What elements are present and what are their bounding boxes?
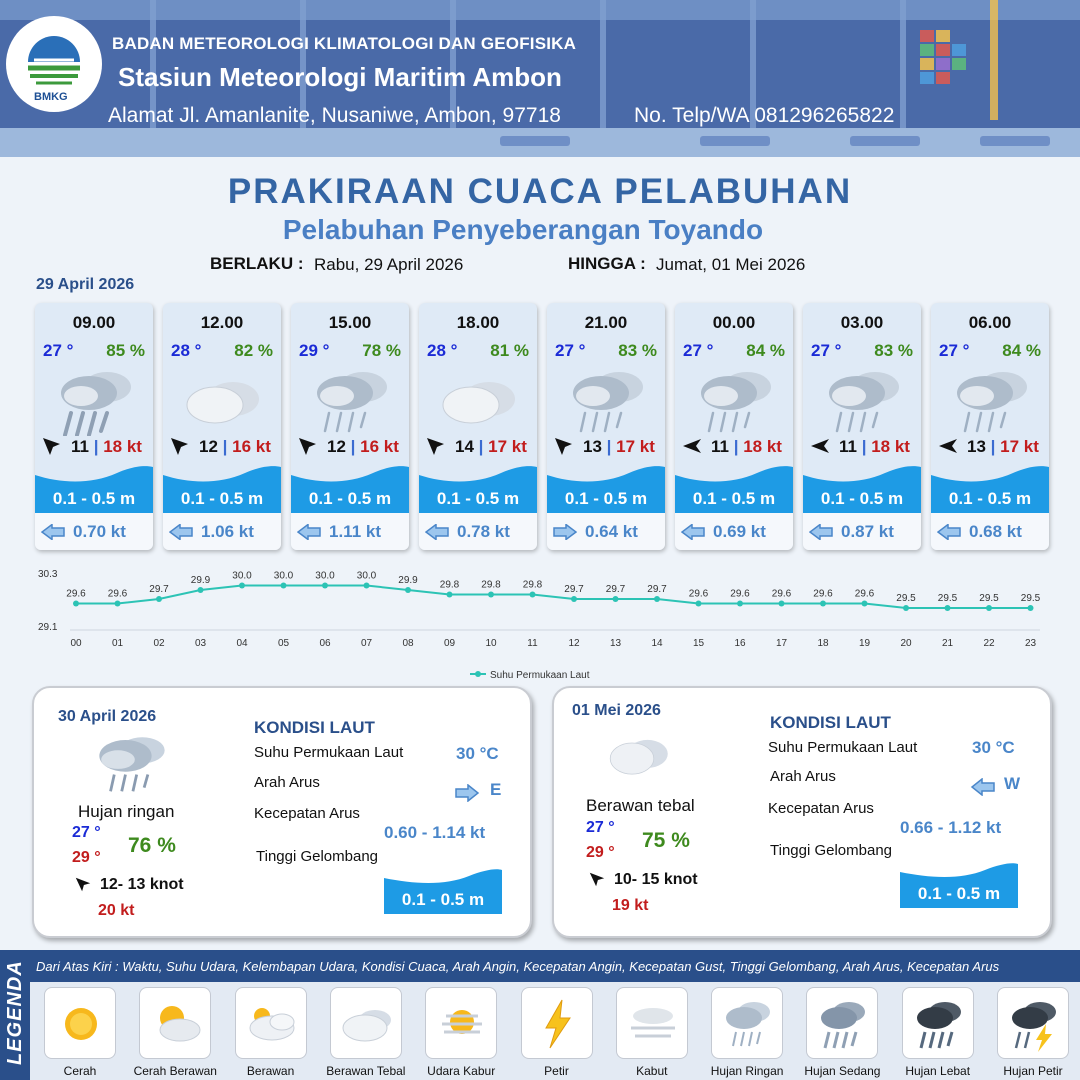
card-wave-height: 0.1 - 0.5 m [308,489,392,508]
card-humidity: 85 % [106,341,145,360]
day3-date: 01 Mei 2026 [572,702,661,719]
current-direction-icon [937,524,961,540]
sst-data-label: 29.7 [647,584,667,595]
valid-to-value: Jumat, 01 Mei 2026 [656,255,806,274]
bmkg-logo [6,16,102,112]
legend-item-lightning [521,987,593,1059]
day2-kec-label: Kecepatan Arus [254,805,360,822]
card-temp: 28 ° [171,341,202,360]
card-wind-speed: 12 [327,437,346,456]
sst-point [945,605,951,611]
day3-gust: 19 kt [612,897,649,914]
legend-tab-label: LEGENDA [4,960,26,1065]
hujan-ringan-icon [689,361,779,436]
sst-point [405,587,411,593]
hujan-ringan-icon [817,361,907,436]
legend-item-label: Hujan Sedang [804,1064,881,1078]
x-tick-label: 16 [734,638,746,649]
x-tick-label: 00 [70,638,82,649]
sst-point [779,601,785,607]
day2-gust: 20 kt [98,902,135,919]
day3-wind: 10- 15 knot [614,871,698,888]
day3-summary [552,686,1052,938]
day2-sst-value: 30 °C [456,744,499,763]
forecast-card: 15.00 29 ° 78 % 12 | 16 kt 0.1 - 0.5 m 1.11 kt [291,303,409,550]
x-tick-label: 05 [277,638,290,649]
legend-item-label: Udara Kabur [427,1064,496,1078]
card-gust: 16 kt [232,437,271,456]
sst-data-label: 30.0 [315,570,335,582]
card-temp: 27 ° [43,341,74,360]
card-current-speed: 1.06 kt [201,522,254,541]
card-current [803,513,921,550]
card-temp: 28 ° [427,341,458,360]
sst-series-line [76,586,1031,609]
sunny-icon [51,994,111,1054]
card-current [547,513,665,550]
x-tick-label: 23 [1024,638,1037,649]
sst-data-label: 29.5 [896,593,916,604]
legend-tab [0,950,30,1080]
card-humidity: 84 % [746,341,785,360]
current-direction-icon [809,524,833,540]
thunderstorm-icon [1004,994,1064,1054]
legend-item-label: Hujan Petir [1003,1064,1063,1078]
card-humidity: 83 % [618,341,657,360]
legend-item-cloudy [235,987,307,1059]
card-gust: 18 kt [743,437,782,456]
sst-point [281,583,287,589]
current-direction-icon [41,524,65,540]
sst-point [862,601,868,607]
forecast-card: 06.00 27 ° 84 % 13 | 17 kt 0.1 - 0.5 m 0.68 kt [931,303,1049,550]
forecast-card: 09.00 27 ° 85 % 11 | 18 kt 0.1 - 0.5 m 0.70 kt [35,303,153,550]
day2-summary [32,686,532,938]
wind-direction-icon [41,436,63,458]
wind-direction-icon [588,871,606,889]
haze-icon [432,994,492,1054]
x-tick-label: 09 [443,638,456,649]
card-wind-speed: 11 [711,437,729,456]
card-temp: 27 ° [555,341,586,360]
wind-direction-icon [681,436,703,458]
day3-temp-max: 29 ° [586,844,615,861]
day3-gel-label: Tinggi Gelombang [770,842,893,859]
y-tick-min: 29.1 [38,622,58,633]
x-tick-label: 13 [609,638,622,649]
legend-item-sunny [44,987,116,1059]
page-subtitle: Pelabuhan Penyeberangan Toyando [282,214,764,245]
wind-direction-icon [809,436,831,458]
x-tick-label: 22 [983,638,995,649]
card-temp: 27 ° [811,341,842,360]
card-time: 21.00 [584,313,628,332]
x-tick-label: 01 [111,638,124,649]
sst-data-label: 29.8 [439,579,460,591]
sst-point [156,596,162,602]
x-tick-label: 17 [775,638,788,649]
legend-item-cloud-thick [330,987,402,1059]
sst-data-label: 29.6 [813,588,833,600]
card-current [291,513,409,550]
sun-cloud-icon [146,994,206,1054]
card-current [675,513,793,550]
card-wave-height: 0.1 - 0.5 m [180,489,264,508]
card-wind-speed: 13 [583,437,602,456]
card-current-speed: 0.87 kt [841,522,894,541]
day2-temp-max: 29 ° [72,849,101,866]
fog-icon [623,994,683,1054]
day3-condition: Berawan tebal [586,796,695,815]
card-wave-height: 0.1 - 0.5 m [564,489,648,508]
wind-direction-icon [169,436,191,458]
x-tick-label: 03 [194,638,207,649]
x-tick-label: 02 [153,638,165,649]
legend-item-fog [616,987,688,1059]
sst-data-label: 29.8 [522,579,543,591]
x-tick-label: 15 [692,638,705,649]
y-tick-max: 30.3 [38,569,58,580]
hujan-ringan-icon [561,361,651,436]
x-tick-label: 18 [817,638,829,649]
card-wind-speed: 14 [455,437,474,456]
sst-data-label: 29.6 [771,588,792,600]
current-direction-icon [425,524,449,540]
card-wave-height: 0.1 - 0.5 m [948,489,1032,508]
card-current [419,513,537,550]
sst-point [115,601,121,607]
legend-item-label: Berawan [246,1064,295,1078]
day2-arus-label: Arah Arus [254,774,320,791]
sst-point [73,601,79,607]
sst-point [488,592,494,598]
card-current-speed: 0.64 kt [585,522,638,541]
day2-humidity: 76 % [128,834,176,857]
card-time: 18.00 [456,313,500,332]
x-tick-label: 20 [900,638,912,649]
sst-point [364,583,370,589]
sst-data-label: 29.9 [398,575,418,586]
sst-point [986,605,992,611]
sst-point [239,583,245,589]
card-temp: 27 ° [683,341,714,360]
day3-wave-value: 0.1 - 0.5 m [917,884,1001,903]
card-wind-speed: 11 [839,437,857,456]
day3-kec-value: 0.66 - 1.12 kt [900,818,1002,837]
sst-data-label: 29.7 [564,584,584,595]
cloud-thick-icon [337,994,397,1054]
hujan-ringan-icon [305,361,395,436]
card-humidity: 82 % [234,341,273,360]
legend-item-rain-light [711,987,783,1059]
legend-item-thunderstorm [997,987,1069,1059]
hujan-sedang-icon [49,361,139,436]
legend-description: Dari Atas Kiri : Waktu, Suhu Udara, Kelembapan Udara, Kondisi Cuaca, Arah Angin, Kecepatan Angin, Kecepatan Gust, Tinggi Gelombang, Arah Arus, Kecepatan Arus [36,959,1000,974]
sst-data-label: 29.6 [730,588,750,600]
wind-direction-icon [297,436,319,458]
day1-date: 29 April 2026 [36,276,135,293]
rain-light-icon [718,994,778,1054]
day3-arus-value: W [1004,774,1021,793]
wind-direction-icon [425,436,447,458]
card-current-speed: 0.78 kt [457,522,510,541]
legend-item-rain-heavy [902,987,974,1059]
card-current [931,513,1049,550]
x-tick-label: 19 [858,638,871,649]
card-humidity: 83 % [874,341,913,360]
forecast-card: 03.00 27 ° 83 % 11 | 18 kt 0.1 - 0.5 m 0.87 kt [803,303,921,550]
legend-series-name: Suhu Permukaan Laut [490,670,590,681]
sst-data-label: 29.7 [605,584,626,595]
card-current [163,513,281,550]
sst-point [322,583,328,589]
legend-item-label: Hujan Ringan [710,1064,784,1078]
forecast-card: 00.00 27 ° 84 % 11 | 18 kt 0.1 - 0.5 m 0.69 kt [675,303,793,550]
day3-wave-box [900,862,1018,908]
legend-item-label: Kabut [636,1064,668,1078]
card-gust: 16 kt [360,437,399,456]
x-tick-label: 06 [319,638,331,649]
day3-sst-label: Suhu Permukaan Laut [768,739,918,756]
sst-data-label: 29.9 [190,575,211,586]
day2-wave-value: 0.1 - 0.5 m [401,890,485,909]
legend-item-label: Berawan Tebal [326,1064,406,1078]
x-tick-label: 07 [360,638,373,649]
current-direction-icon [970,778,996,796]
card-humidity: 78 % [362,341,401,360]
valid-from-value: Rabu, 29 April 2026 [314,255,464,274]
card-time: 03.00 [840,313,884,332]
org-name: BADAN METEOROLOGI KLIMATOLOGI DAN GEOFISIKA [112,34,577,53]
day2-date: 30 April 2026 [58,708,157,725]
forecast-card: 21.00 27 ° 83 % 13 | 17 kt 0.1 - 0.5 m 0.64 kt [547,303,665,550]
sst-point [613,596,619,602]
legend-item-rain-medium [806,987,878,1059]
sst-data-label: 29.5 [937,593,958,604]
x-tick-label: 08 [402,638,414,649]
card-time: 15.00 [328,313,372,332]
legend-item-sun-cloud [139,987,211,1059]
card-time: 09.00 [72,313,116,332]
day2-gel-label: Tinggi Gelombang [256,848,379,865]
sst-chart [30,562,1080,682]
wind-direction-icon [74,876,92,894]
sst-data-label: 30.0 [273,570,294,582]
day2-wave-box [384,868,502,914]
lightning-icon [528,994,588,1054]
x-tick-label: 10 [485,638,497,649]
sst-data-label: 29.8 [481,579,501,591]
sst-data-label: 29.5 [979,593,999,604]
wind-direction-icon [937,436,959,458]
card-time: 12.00 [200,313,244,332]
day2-wind: 12- 13 knot [100,876,184,893]
card-humidity: 81 % [490,341,529,360]
sst-data-label: 29.6 [66,588,86,600]
card-time: 00.00 [712,313,756,332]
day3-arus-label: Arah Arus [770,768,836,785]
day3-kec-label: Kecepatan Arus [768,800,874,817]
sst-point [198,587,204,593]
card-gust: 18 kt [871,437,910,456]
card-wave-height: 0.1 - 0.5 m [52,489,136,508]
legend-item-label: Cerah [63,1064,97,1078]
x-tick-label: 04 [236,638,248,649]
card-humidity: 84 % [1002,341,1041,360]
sst-point [530,592,536,598]
current-direction-icon [553,524,577,540]
x-tick-label: 14 [651,638,663,649]
sst-data-label: 29.7 [149,584,169,595]
card-wave-height: 0.1 - 0.5 m [820,489,904,508]
legend-item-haze [425,987,497,1059]
chart-legend [470,670,590,681]
current-direction-icon [169,524,193,540]
sst-data-label: 29.6 [107,588,128,600]
rain-heavy-icon [909,994,969,1054]
sst-point [696,601,702,607]
current-direction-icon [297,524,321,540]
day3-temp-min: 27 ° [586,819,615,836]
card-wind-speed: 11 [71,437,89,456]
card-current [35,513,153,550]
x-tick-label: 11 [527,638,538,649]
page-title: PRAKIRAAN CUACA PELABUHAN [227,172,853,211]
card-current-speed: 0.68 kt [969,522,1022,541]
card-temp: 27 ° [939,341,970,360]
logo-text: BMKG [34,91,68,103]
sst-point [571,596,577,602]
berawan-tebal-icon [433,361,523,436]
hujan-ringan-icon [945,361,1035,436]
sst-point [903,605,909,611]
day2-condition: Hujan ringan [78,802,175,821]
card-gust: 17 kt [488,437,527,456]
sst-data-label: 29.5 [1020,593,1041,604]
forecast-card: 12.00 28 ° 82 % 12 | 16 kt 0.1 - 0.5 m 1.06 kt [163,303,281,550]
current-direction-icon [681,524,705,540]
card-current-speed: 0.70 kt [73,522,126,541]
x-tick-label: 21 [941,638,954,649]
sst-point [820,601,826,607]
wind-direction-icon [553,436,575,458]
day2-sst-label: Suhu Permukaan Laut [254,744,404,761]
legend-item-label: Hujan Lebat [905,1064,971,1078]
current-direction-icon [454,784,480,802]
sst-point [737,601,743,607]
card-wind-speed: 12 [199,437,218,456]
sst-data-label: 29.6 [854,588,875,600]
sst-data-label: 30.0 [232,570,252,582]
rain-light-icon [90,726,174,796]
sst-data-label: 29.6 [688,588,709,600]
card-wave-height: 0.1 - 0.5 m [692,489,776,508]
valid-from-label: BERLAKU : [210,254,304,273]
day2-arus-value: E [490,780,502,799]
card-wind-speed: 13 [967,437,986,456]
card-current-speed: 1.11 kt [329,522,381,541]
day2-temp-min: 27 ° [72,824,101,841]
day2-kec-value: 0.60 - 1.14 kt [384,823,486,842]
valid-to-label: HINGGA : [568,254,646,273]
sst-data-label: 30.0 [356,570,377,582]
day3-sst-value: 30 °C [972,738,1015,757]
day3-humidity: 75 % [642,829,690,852]
day3-kondisi-title: KONDISI LAUT [770,713,891,732]
legend-item-label: Cerah Berawan [133,1064,217,1078]
card-gust: 18 kt [103,437,142,456]
card-gust: 17 kt [616,437,655,456]
day2-kondisi-title: KONDISI LAUT [254,718,375,737]
station-name: Stasiun Meteorologi Maritim Ambon [118,62,562,92]
x-tick-label: 12 [568,638,580,649]
phone: No. Telp/WA 081296265822 [634,104,895,127]
card-wave-height: 0.1 - 0.5 m [436,489,520,508]
address: Alamat Jl. Amanlanite, Nusaniwe, Ambon, 97718 [108,104,561,127]
cloudy-icon [242,994,302,1054]
cloud-thick-icon [604,732,674,782]
sst-point [447,592,453,598]
sst-point [654,596,660,602]
card-temp: 29 ° [299,341,330,360]
forecast-card: 18.00 28 ° 81 % 14 | 17 kt 0.1 - 0.5 m 0.78 kt [419,303,537,550]
card-time: 06.00 [968,313,1012,332]
sst-point [1028,605,1034,611]
card-current-speed: 0.69 kt [713,522,766,541]
legend-item-label: Petir [544,1064,569,1078]
card-gust: 17 kt [1000,437,1039,456]
berawan-tebal-icon [177,361,267,436]
rain-medium-icon [813,994,873,1054]
